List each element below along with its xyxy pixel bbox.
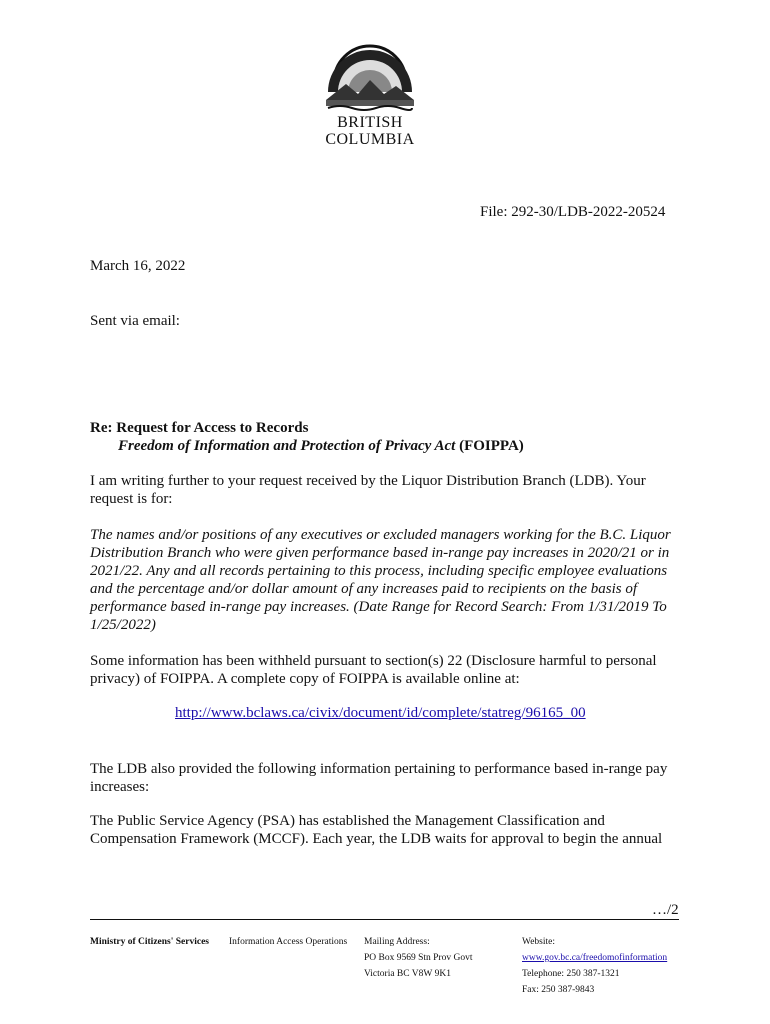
telephone: Telephone: 250 387-1321 <box>522 969 620 979</box>
subject-block <box>90 419 524 455</box>
bc-government-logo <box>310 44 430 148</box>
mailing-label: Mailing Address: <box>364 937 430 947</box>
page-continuation: …/2 <box>652 902 679 918</box>
footer-contact <box>522 934 667 998</box>
request-text: The names and/or positions of any executives or excluded managers working for the B.C. Liquor Distribution Branch who were given performance based in-range pay increases in 2020/21 or in 2021/22. Any and all records pertaining to this process, including specific employee evaluations and the percentage and/or dollar amount of any increases paid to recipients on the basis of performance based in-range pay increases. (Date Range for Record Search: From 1/31/2019 To 1/25/2022) <box>90 527 671 633</box>
act-name: Freedom of Information and Protection of Privacy Act <box>118 438 456 454</box>
footer-divider <box>90 919 679 920</box>
bc-logo-graphic <box>310 44 430 148</box>
website-link[interactable]: www.gov.bc.ca/freedomofinformation <box>522 953 668 963</box>
act-reference <box>90 437 524 455</box>
intro-paragraph: I am writing further to your request received by the Liquor Distribution Branch (LDB). Your request is for: <box>90 473 646 507</box>
fax: Fax: 250 387-9843 <box>522 985 595 995</box>
website-label: Website: <box>522 937 556 947</box>
withheld-paragraph: Some information has been withheld pursuant to section(s) 22 (Disclosure harmful to personal privacy) of FOIPPA. A complete copy of FOIPPA is available online at: <box>90 653 657 687</box>
psa-paragraph: The Public Service Agency (PSA) has established the Management Classification and Compensation Framework (MCCF). Each year, the LDB waits for approval to begin the annual <box>90 813 663 847</box>
logo-text-line1: BRITISH <box>337 114 403 131</box>
subject-line: Re: Request for Access to Records <box>90 420 309 436</box>
mailing-line1: PO Box 9569 Stn Prov Govt <box>364 953 473 963</box>
footer-mailing-address <box>364 934 472 982</box>
delivery-method: Sent via email: <box>90 313 180 329</box>
mailing-line2: Victoria BC V8W 9K1 <box>364 969 451 979</box>
footer-office: Information Access Operations <box>229 937 348 947</box>
foippa-link[interactable]: http://www.bclaws.ca/civix/document/id/complete/statreg/96165_00 <box>175 705 586 721</box>
file-reference: File: 292-30/LDB-2022-20524 <box>480 204 666 220</box>
additional-info-paragraph: The LDB also provided the following information pertaining to performance based in-range pay increases: <box>90 761 668 795</box>
footer-ministry: Ministry of Citizens' Services <box>90 937 209 947</box>
logo-text-line2: COLUMBIA <box>325 131 415 148</box>
act-abbreviation: (FOIPPA) <box>455 438 524 454</box>
letter-date: March 16, 2022 <box>90 258 186 274</box>
